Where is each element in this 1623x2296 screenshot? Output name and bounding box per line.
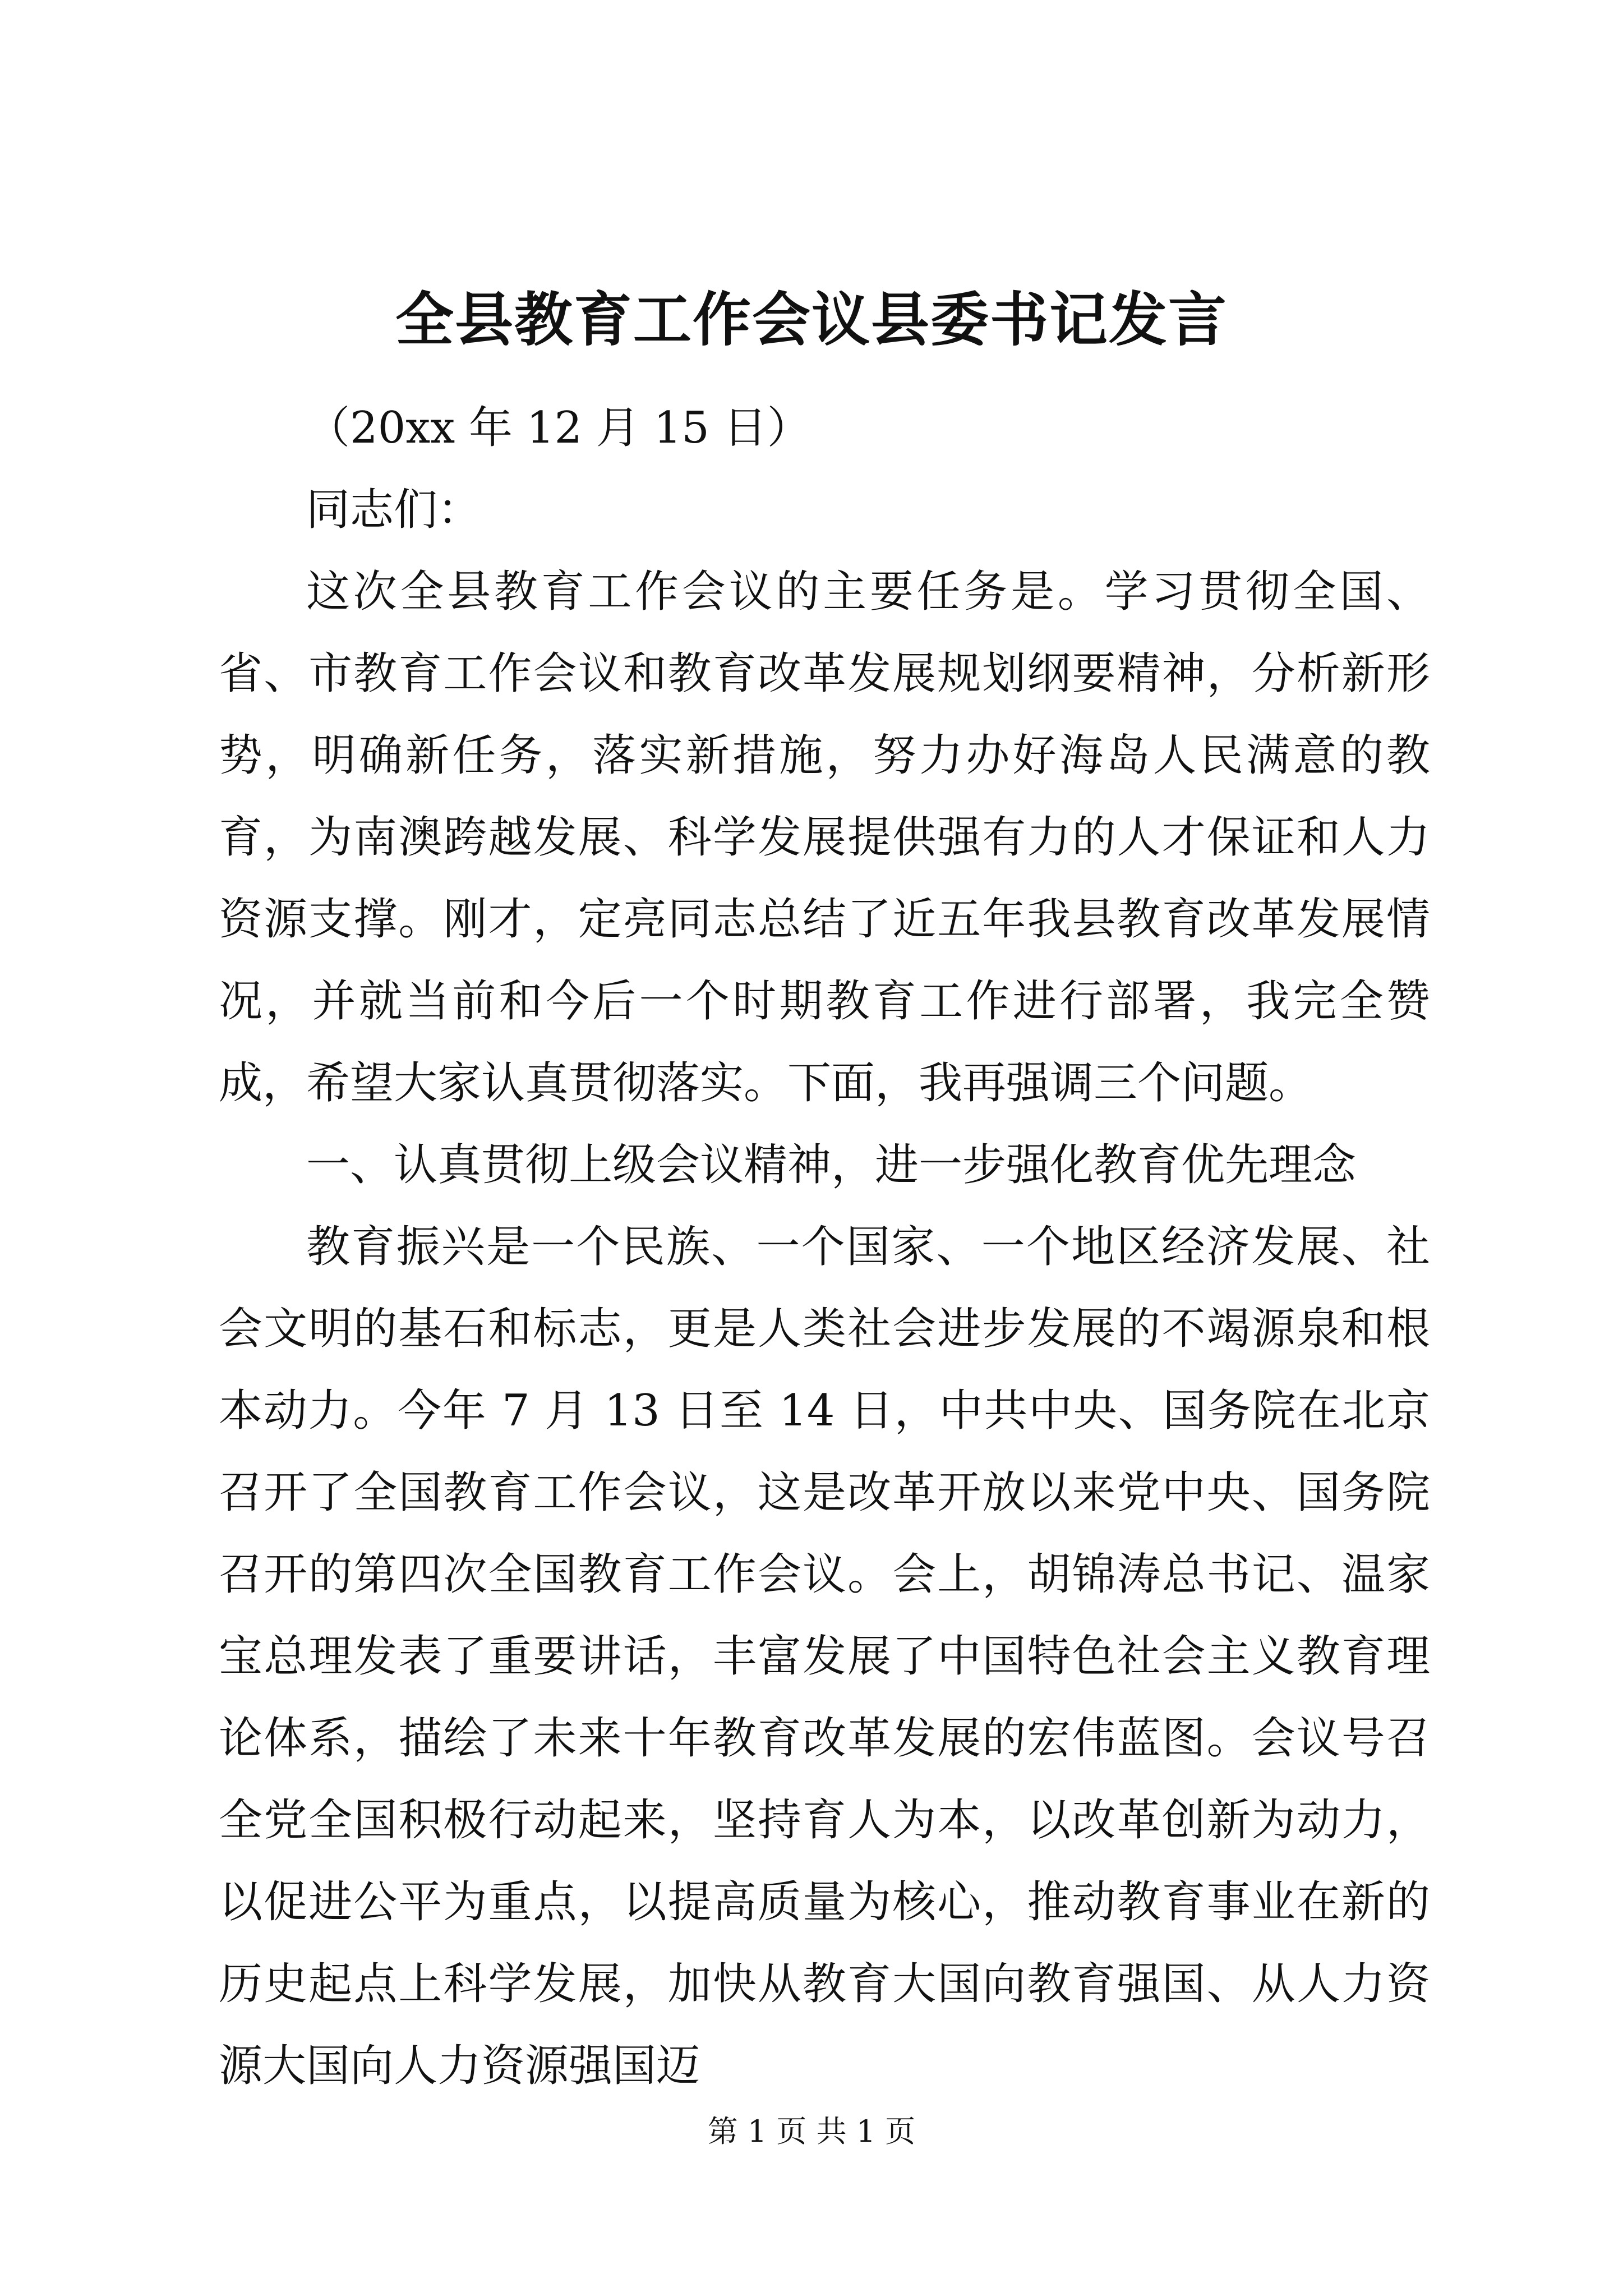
section-heading-1: 一、认真贯彻上级会议精神，进一步强化教育优先理念: [306, 1140, 1357, 1190]
paragraph-section-1: 教育振兴是一个民族、一个国家、一个地区经济发展、社会文明的基石和标志，更是人类社会进步发展的不竭源泉和根本动力。今年 7 月 13 日至 14 日，中共中央、国务院在北京召开了全国教育工作会议，这是改革开放以来党中央、国务院召开的第四次全国教育工作会议。会上，胡锦涛总书记、温家宝总理发表了重要讲话，丰富发展了中国特色社会主义教育理论体系，描绘了未来十年教育改革发展的宏伟蓝图。会议号召全党全国积极行动起来，坚持育人为本，以改革创新为动力，以促进公平为重点，以提高质量为核心，推动教育事业在新的历史起点上科学发展，加快从教育大国向教育强国、从人力资源大国向人力资源强国迈: [219, 1222, 1430, 2091]
date-line: （20xx 年 12 月 15 日）: [306, 403, 811, 453]
page-footer: 第 1 页 共 1 页: [707, 2114, 916, 2149]
paragraph-intro: 这次全县教育工作会议的主要任务是。学习贯彻全国、省、市教育工作会议和教育改革发展规划纲要精神，分析新形势，明确新任务，落实新措施，努力办好海岛人民满意的教育，为南澳跨越发展、科学发展提供强有力的人才保证和人力资源支撑。刚才，定亮同志总结了近五年我县教育改革发展情况，并就当前和今后一个时期教育工作进行部署，我完全赞成，希望大家认真贯彻落实。下面，我再强调三个问题。: [219, 567, 1430, 1108]
salutation: 同志们：: [306, 485, 482, 535]
document-body: [219, 387, 1430, 2107]
document-title: 全县教育工作会议县委书记发言: [395, 285, 1228, 354]
